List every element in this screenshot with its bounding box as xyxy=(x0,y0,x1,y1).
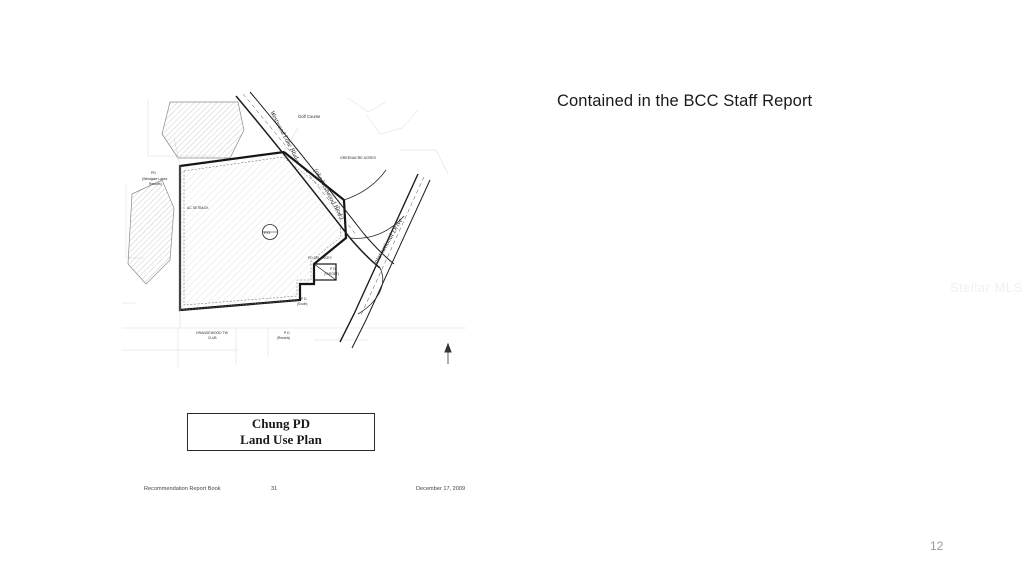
map-label-pd-westgate-lakes-3: Resorts) xyxy=(149,182,162,186)
map-label-golf-course: Golf Course xyxy=(298,114,321,119)
figure-title-line-1: Chung PD xyxy=(251,415,311,431)
map-label-pd-south: P D xyxy=(301,297,307,301)
figure-footer xyxy=(144,486,470,498)
map-label-pd-westgate-lakes: PD xyxy=(151,171,156,175)
map-label-pd-resorts-2: (Resorts) xyxy=(277,336,291,340)
watermark: Stellar MLS xyxy=(950,280,1023,295)
map-label-westwood-blvd-aka: (aka Westwood Blvd.) xyxy=(312,167,345,221)
slide-number: 12 xyxy=(930,539,944,553)
figure-title-line-2: Land Use Plan xyxy=(240,432,322,447)
page-title: Contained in the BCC Staff Report xyxy=(557,92,813,110)
map-label-group xyxy=(142,110,404,340)
map-label-westwood-blvd: Westwood Lake Blvd. xyxy=(268,109,301,162)
map-label-orangewood-tw-2: CLUB xyxy=(208,336,217,340)
footer-date: December 17, 2009 xyxy=(416,486,466,492)
footer-page-number: 31 xyxy=(271,486,278,492)
map-label-pd-publix: P D xyxy=(330,267,336,271)
map-label-pd-publix-2: (TARGET) xyxy=(324,272,339,276)
map-label-greenacre-acres: GREENACRE ACRES xyxy=(340,156,376,160)
map-label-pd-south-2: (South) xyxy=(297,302,308,306)
map-label-pd-delancey: PD DELANCEY xyxy=(308,256,332,260)
figure-title-box xyxy=(187,413,375,451)
map-label-pd-westgate-lakes-2: (Westgate Lakes xyxy=(142,177,168,181)
map-label-orangewood-tw: ORANGEWOOD TW xyxy=(196,331,228,335)
footer-book-title: Recommendation Report Book xyxy=(144,486,221,492)
land-use-plan-figure xyxy=(118,88,470,508)
map-label-pd-resorts: P D xyxy=(284,331,290,335)
map-image xyxy=(118,88,470,388)
map-label-international-dr: International Drive xyxy=(371,217,405,267)
map-label-ac-setback: AC SETBACK xyxy=(187,206,209,210)
map-label-site-badge: P.D. xyxy=(264,230,272,235)
